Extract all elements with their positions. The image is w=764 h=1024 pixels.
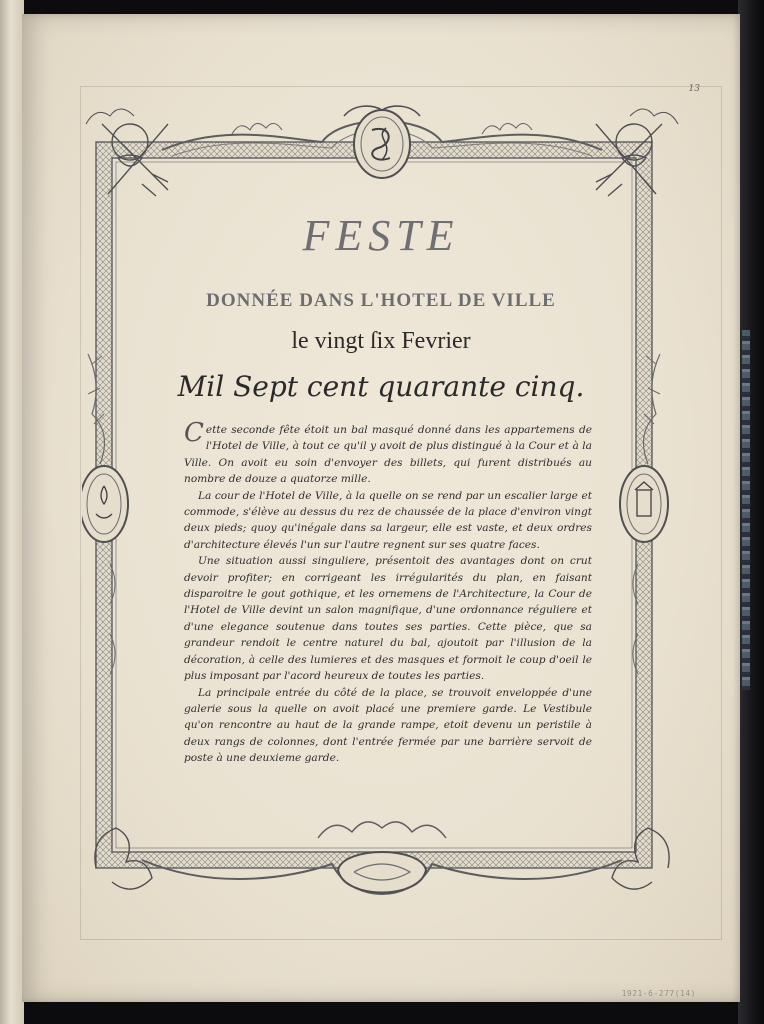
paragraph: La principale entrée du côté de la place, se trouvoit enveloppée d'une galerie sous la quelle on avoit placé une premiere garde. Le Vestibule qu'on rencontre au haut de la grande rampe, etoit devenu un peristile à deux rangs de colonnes, dont l'entrée fermée par une barrière servoit de poste à une deuxieme garde. [184,686,592,765]
marbled-edge [742,330,750,690]
body-text [184,418,592,767]
paragraph: Cette seconde fête étoit un bal masqué donné dans les appartemens de l'Hotel de Ville, à tout ce qu'il y avoit de plus distingué à la Cour et à la Ville. On avoit eu soin d'envoyer des billets, qui furent distribués au nombre de douze a quatorze mille. [184,418,592,486]
paragraph: Une situation aussi singuliere, présentoit des avantages dont on crut devoir profiter; en corrigeant les irrégularités du plan, en faisant disparoitre le gout gothique, et les ornemens de l'Architecture, la Cour de l'Hotel de Ville devint un salon magnifique, d'une ordonnance réguliere et d'une elegance soutenue dans toutes ses parties. Cette pièce, que sa grandeur rendoit le centre naturel du bal, ajoutoit par l'illusion de la décoration, à celle des lumieres et des masques et formoit le coup d'oeil le plus imposant par l'acord heureux de toutes les parties. [184,555,592,683]
book-page [22,14,740,1002]
paragraph: La cour de l'Hotel de Ville, à la quelle on se rend par un escalier large et commode, s'élève au dessus du rez de chaussée de la place d'environ vingt deux pieds; quoy qu'inégale dans sa largeur, elle est vaste, et deux ordres d'architecture élevés l'un sur l'autre regnent sur ses quatre faces. [184,489,592,551]
shelfmark: 1921-6-277(14) [621,989,696,998]
subtitle: DONNÉE DANS L'HOTEL DE VILLE [206,290,556,311]
year-line: Mil Sept cent quarante cinq. [177,370,585,403]
date-line: le vingt ſix Fevrier [291,328,471,354]
left-page-spine [0,0,24,1024]
page-number: 13 [688,84,700,94]
book-cover-edge [738,0,764,1024]
title: FESTE [302,211,460,260]
monogram-cartouche [344,106,420,178]
